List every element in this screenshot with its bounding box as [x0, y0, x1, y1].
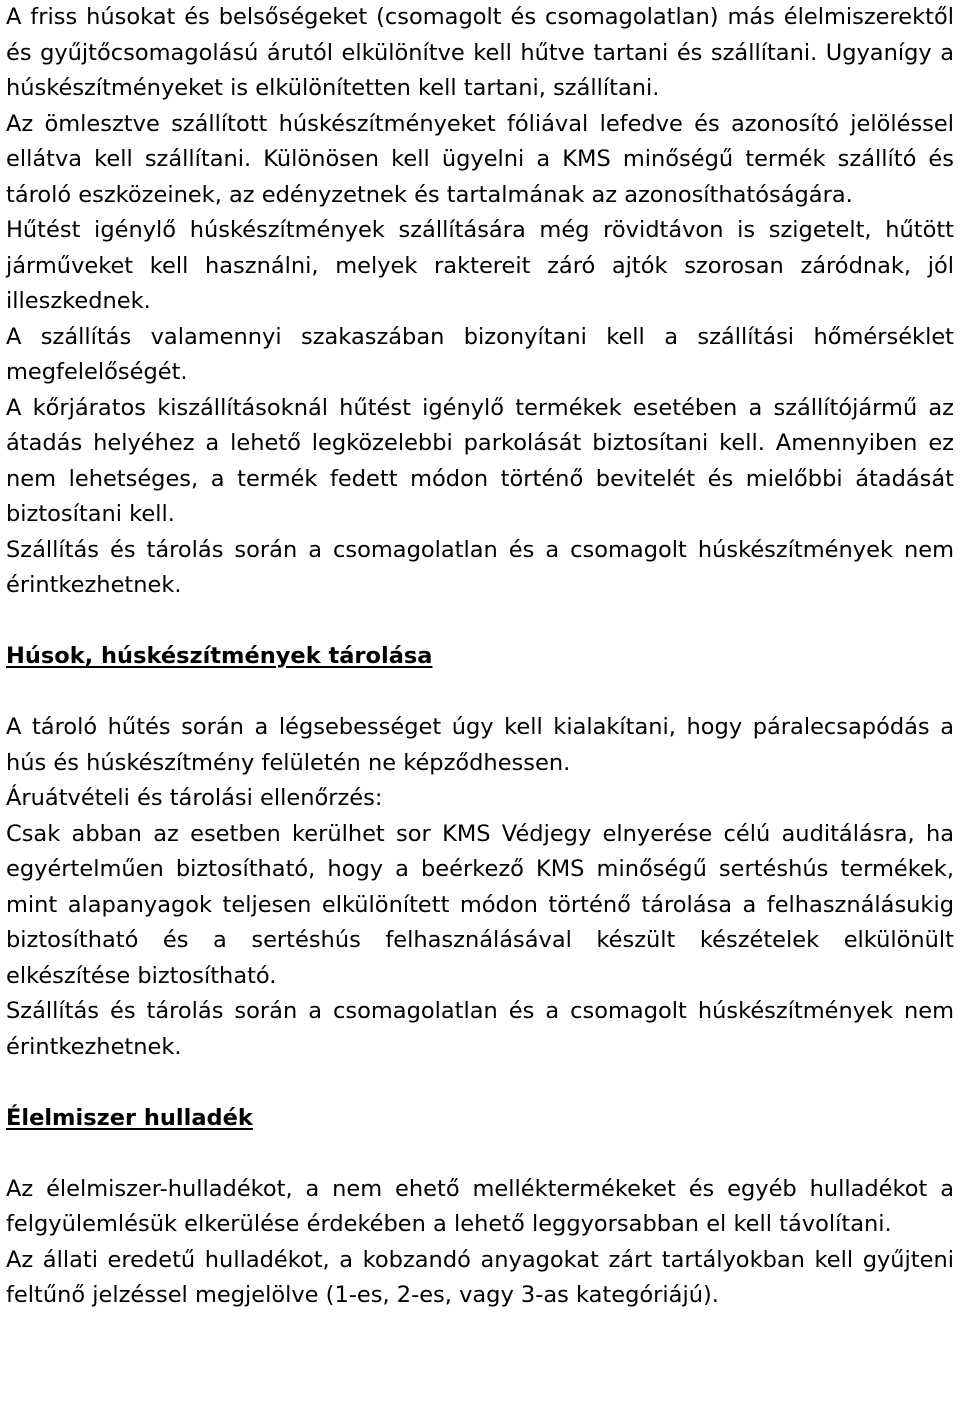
paragraph: Az élelmiszer-hulladékot, a nem ehető melléktermékeket és egyéb hulladékot a felgyülemlésük elkerülése érdekében a lehető leggyorsabban el kell távolítani. [6, 1175, 954, 1237]
paragraph: Áruátvételi és tárolási ellenőrzés: [6, 785, 383, 811]
paragraph: A szállítás valamennyi szakaszában bizonyítani kell a szállítási hőmérséklet megfelelőségét. [6, 323, 954, 385]
section-heading: Húsok, húskészítmények tárolása [6, 643, 433, 669]
document-page [6, 0, 954, 1314]
section-heading: Élelmiszer hulladék [6, 1104, 253, 1131]
paragraph: A kőrjáratos kiszállításoknál hűtést igénylő termékek esetében a szállítójármű az átadás helyéhez a lehető legközelebbi parkolását biztosítani kell. Amennyiben ez nem lehetséges, a termék fedett módon történő bevitelét és mielőbbi átadását biztosítani kell. [6, 394, 954, 527]
spacer [6, 1065, 954, 1101]
paragraph: Szállítás és tárolás során a csomagolatlan és a csomagolt húskészítmények nem érintkezhetnek. [6, 998, 954, 1060]
paragraph: Csak abban az esetben kerülhet sor KMS Védjegy elnyerése célú auditálásra, ha egyértelműen biztosítható, hogy a beérkező KMS minőségű sertéshús termékek, mint alapanyagok teljesen elkülönített módon történő tárolása a felhasználásukig biztosítható és a sertéshús felhasználásával készült készételek elkülönült elkészítése biztosítható. [6, 820, 954, 989]
paragraph: A friss húsokat és belsőségeket (csomagolt és csomagolatlan) más élelmiszerektől és gyűjtőcsomagolású árutól elkülönítve kell hűtve tartani és szállítani. Ugyanígy a húskészítményeket is elkülönítetten kell tartani, szállítani. [6, 4, 954, 101]
section-waste [6, 1101, 954, 1314]
paragraph: Az állati eredetű hulladékot, a kobzandó anyagokat zárt tartályokban kell gyűjteni feltűnő jelzéssel megjelölve (1-es, 2-es, vagy 3-as kategóriájú). [6, 1246, 954, 1308]
section-storage [6, 639, 954, 1065]
section-transport [6, 0, 954, 604]
spacer [6, 675, 954, 711]
paragraph: Hűtést igénylő húskészítmények szállítására még rövidtávon is szigetelt, hűtött járműveket kell használni, melyek raktereit záró ajtók szorosan záródnak, jól illeszkednek. [6, 217, 954, 314]
spacer [6, 1136, 954, 1172]
spacer [6, 604, 954, 640]
paragraph: Az ömlesztve szállított húskészítményeket fóliával lefedve és azonosító jelöléssel ellátva kell szállítani. Különösen kell ügyelni a KMS minőségű termék szállító és tároló eszközeinek, az edényzetnek és tartalmának az azonosíthatóságára. [6, 110, 954, 208]
paragraph: A tároló hűtés során a légsebességet úgy kell kialakítani, hogy páralecsapódás a hús és húskészítmény felületén ne képződhessen. [6, 714, 954, 776]
paragraph: Szállítás és tárolás során a csomagolatlan és a csomagolt húskészítmények nem érintkezhetnek. [6, 536, 954, 598]
